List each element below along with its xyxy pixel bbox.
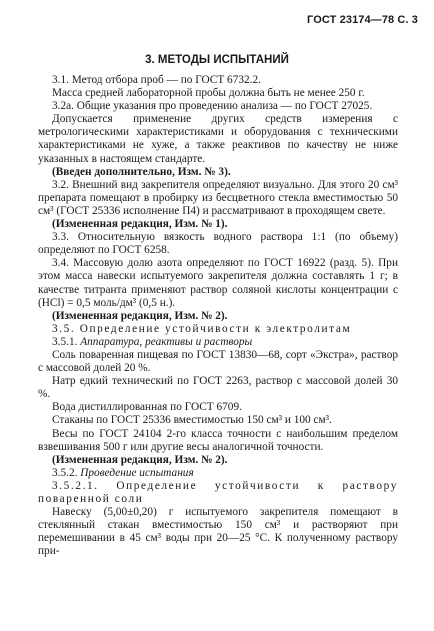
paragraph-3-5-2-1-heading: 3.5.2.1. Определение устойчивости к раствору поваренной соли — [38, 479, 398, 505]
amendment-note-3: (Введен дополнительно, Изм. № 3). — [52, 165, 231, 178]
paragraph-3-1: 3.1. Метод отбора проб — по ГОСТ 6732.2. — [52, 74, 261, 86]
paragraph-3-5-heading: 3.5. Определение устойчивости к электролитам — [52, 322, 352, 335]
paragraph-water: Вода дистиллированная по ГОСТ 6709. — [52, 401, 242, 414]
paragraph-sample-mass: Масса средней лабораторной пробы должна быть не менее 250 г. — [52, 87, 365, 100]
clause-title: Аппаратура, реактивы и растворы — [80, 335, 253, 348]
amendment-note-2a: (Измененная редакция, Изм. № 2). — [52, 309, 228, 322]
paragraph-naoh: Натр едкий технический по ГОСТ 2263, раствор с массовой долей 30 %. — [38, 375, 398, 401]
paragraph-3-5-2-heading — [38, 467, 398, 480]
paragraph-beakers: Стаканы по ГОСТ 25336 вместимостью 150 см³ и 100 см³. — [52, 414, 332, 427]
clause-number: 3.5.1. — [52, 335, 81, 348]
paragraph-permission: Допускается применение других средств измерения с метрологическими характеристиками и оборудования с техническими характеристиками не хуже, а также реактивов по качеству не ниже указанных в настоящем стандарте. — [38, 113, 398, 165]
page-header: ГОСТ 23174—78 С. 3 — [307, 14, 418, 26]
amendment-note-2b: (Измененная редакция, Изм. № 2). — [52, 453, 228, 466]
clause-title: Проведение испытания — [80, 466, 194, 479]
paragraph-procedure: Навеску (5,00±0,20) г испытуемого закрепителя помещают в стеклянный стакан вместимостью 150 см³ и растворяют при перемешивании в 45 см³ воды при 20—25 °C. К полученному раствору при- — [38, 506, 398, 558]
paragraph-3-2a: 3.2а. Общие указания про проведению анализа — по ГОСТ 27025. — [52, 100, 373, 113]
clause-number: 3.5.2. — [52, 466, 81, 479]
paragraph-3-3: 3.3. Относительную вязкость водного раствора 1:1 (по объему) определяют по ГОСТ 6258. — [38, 231, 398, 257]
amendment-note-1: (Измененная редакция, Изм. № 1). — [52, 218, 228, 231]
paragraph-salt: Соль поваренная пищевая по ГОСТ 13830—68, сорт «Экстра», раствор с массовой долей 20 %. — [38, 348, 398, 375]
paragraph-scales: Весы по ГОСТ 24104 2-го класса точности с наибольшим пределом взвешивания 500 г или другие весы аналогичной точности. — [38, 427, 398, 453]
paragraph-3-5-1-heading — [38, 336, 398, 349]
document-body — [38, 74, 398, 558]
paragraph-3-2: 3.2. Внешний вид закрепителя определяют визуально. Для этого 20 см³ препарата помещают в пробирку из бесцветного стекла вместимостью 50 см³ (ГОСТ 25336 исполнение П4) и рассматривают в проходящем свете. — [38, 178, 398, 217]
section-title: 3. МЕТОДЫ ИСПЫТАНИЙ — [145, 54, 289, 66]
paragraph-3-4: 3.4. Массовую долю азота определяют по ГОСТ 16922 (разд. 5). При этом масса навески испытуемого закрепителя должна составлять 1 г; в качестве титранта применяют раствор соляной кислоты концентрации c (HCl) = 0,5 моль/дм³ (0,5 н.). — [38, 257, 398, 309]
